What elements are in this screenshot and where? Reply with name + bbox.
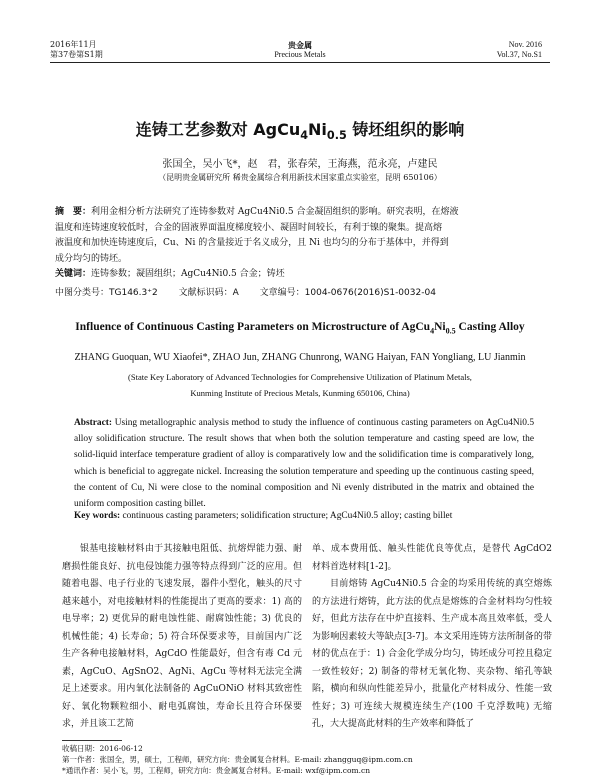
abstract-en <box>74 415 534 512</box>
header-journal-cn: 贵金属 <box>288 40 312 50</box>
affiliation-en-line: Kunming Institute of Precious Metals, Kunming 650106, China) <box>190 388 410 398</box>
clc-number: 中图分类号：TG146.3⁺2 <box>55 288 158 298</box>
abstract-cn <box>55 205 543 267</box>
body-paragraph: 银基电接触材料由于其接触电阻低、抗熔焊能力强、耐磨损性能良好、抗电侵蚀能力强等特点得到广泛的应用。但随着电器、电子行业的飞速发展，器件小型化，触头的尺寸越来越小，对电接触材料的性能提出了更高的要求：1) 高的电导率；2) 更优异的耐电蚀性能、耐腐蚀性能；3) 优良的机械性能；4) 长寿命；5) 符合环保要求等，目前国内广泛生产各种电接触材料，AgCdO 性能最好，但含有毒 Cd 元素，AgCuO、AgSnO2、AgNi、AgCu 等材料无法完全满足上述要求。用内氧化法制备的 AgCuONiO 材料其致密性好、氧化物颗粒细小、耐电弧腐蚀，寿命长且符合环保要求，并且该工艺简 <box>62 544 302 729</box>
header-date-cn: 2016年11月 <box>50 40 97 49</box>
classification-cn <box>55 285 543 298</box>
body-paragraph: 目前熔铸 AgCu4Ni0.5 合金的均采用传统的真空熔炼的方法进行熔铸，此方法的优点是熔炼的合金材料均匀性较好，但此方法存在中炉直接料、生产成本高且效率低，受人为影响因素较大等缺点[3-7]。本文采用连铸方法所制备的带材的优点在于：1) 合金化学成分均匀，铸坯成分可控且稳定一致性较好；2) 制备的带材无氧化物、夹杂物、缩孔等缺陷，横向和纵向性能差异小，批量化产材料成分、性能一致性好；3) 可连续大规模连续生产(100 千克浮数吨) 无缩孔，大大提高此材料的生产效率和降低了 <box>312 579 552 729</box>
body-paragraph: 单、成本费用低、触头性能优良等优点，是替代 AgCdO2 材料首选材料[1-2]。 <box>312 544 552 572</box>
document-code: 文献标识码：A <box>178 288 239 298</box>
body-column-left <box>62 541 302 734</box>
keywords-cn <box>55 266 543 279</box>
paper-title-cn: 连铸工艺参数对 $AgCu_4Ni_{0.5}$ 铸坯组织的影响 <box>135 120 465 143</box>
header-date-en: Nov. 2016 <box>508 40 542 49</box>
footnote-received: 收稿日期：2016-06-12 <box>62 744 143 753</box>
header-volume-cn: 第37卷第S1期 <box>50 50 103 59</box>
authors-cn: 张国全，吴小飞*，赵 君，张春荣，王海燕，范永亮，卢建民 <box>162 159 438 170</box>
abstract-en-label: Abstract: <box>74 418 113 428</box>
footnote-corresponding-author: *通讯作者：吴小飞，男，工程师，研究方向：贵金属复合材料。E-mail: wxf@ipm.com.cn <box>62 766 371 775</box>
abstract-cn-line: 成分均匀的铸坯。 <box>55 253 128 264</box>
header-volume-en <box>497 40 542 60</box>
keywords-cn-label: 关键词： <box>55 269 92 279</box>
authors-en: ZHANG Guoquan, WU Xiaofei*, ZHAO Jun, ZHANG Chunrong, WANG Haiyan, FAN Yongliang, LU Jianmin <box>74 352 526 363</box>
keywords-cn-text: 连铸参数；凝固组织；AgCu4Ni0.5 合金；铸坯 <box>91 269 285 279</box>
affiliation-cn: （昆明贵金属研究所 稀贵金属综合利用新技术国家重点实验室，昆明 650106） <box>158 173 442 182</box>
header-divider <box>50 62 550 63</box>
keywords-en-label: Key words: <box>74 511 121 521</box>
article-number: 文章编号：1004-0676(2016)S1-0032-04 <box>259 288 436 298</box>
abstract-cn-line: 利用金相分析方法研究了连铸参数对 AgCu4Ni0.5 合金凝固组织的影响。研究表明，在熔液 <box>91 207 459 217</box>
footnote-first-author: 第一作者：张国全，男，硕士，工程师，研究方向：贵金属复合材料。E-mail: zhangguq@ipm.com.cn <box>62 755 413 764</box>
affiliation-en-line: (State Key Laboratory of Advanced Technologies for Comprehensive Utilization of Platinum Metals, <box>128 372 472 382</box>
keywords-en-text: continuous casting parameters; solidification structure; AgCu4Ni0.5 alloy; casting billet <box>122 511 453 521</box>
abstract-en-text: Using metallographic analysis method to study the influence of continuous casting parameters on AgCu4Ni0.5 alloy solidification structure. The result shows that when both the solution temperature and casting speed are low, the solid-liquid interface temperature gradient of alloy is comparatively low and the solidification time is comparatively long, which is beneficial to aggregate nickel. Increasing the solution temperature and speeding up the continuous casting speed, the content of Cu, Ni were close to the nominal composition and Ni evenly distributed in the matrix and obtained the uniform composition casting billet. <box>74 418 535 510</box>
abstract-cn-label: 摘 要： <box>55 207 92 217</box>
header-journal-en: Precious Metals <box>274 50 326 59</box>
footnote-divider <box>62 740 122 741</box>
body-column-right <box>312 541 552 734</box>
paper-title-en: Influence of Continuous Casting Parameters on Microstructure of $AgCu_4Ni_{0.5}$ Casting Alloy <box>75 321 525 336</box>
abstract-cn-line: 温度和连铸速度较低时，合金的固液界面温度梯度较小、凝固时间较长，有利于镍的聚集。提高熔 <box>55 222 443 233</box>
header-volume-number: Vol.37, No.S1 <box>496 50 542 59</box>
keywords-en <box>74 511 544 521</box>
abstract-cn-line: 液温度和加快连铸速度后，Cu、Ni 的含量接近于名义成分，且 Ni 也均匀的分布于基体中，并得到 <box>55 238 449 248</box>
